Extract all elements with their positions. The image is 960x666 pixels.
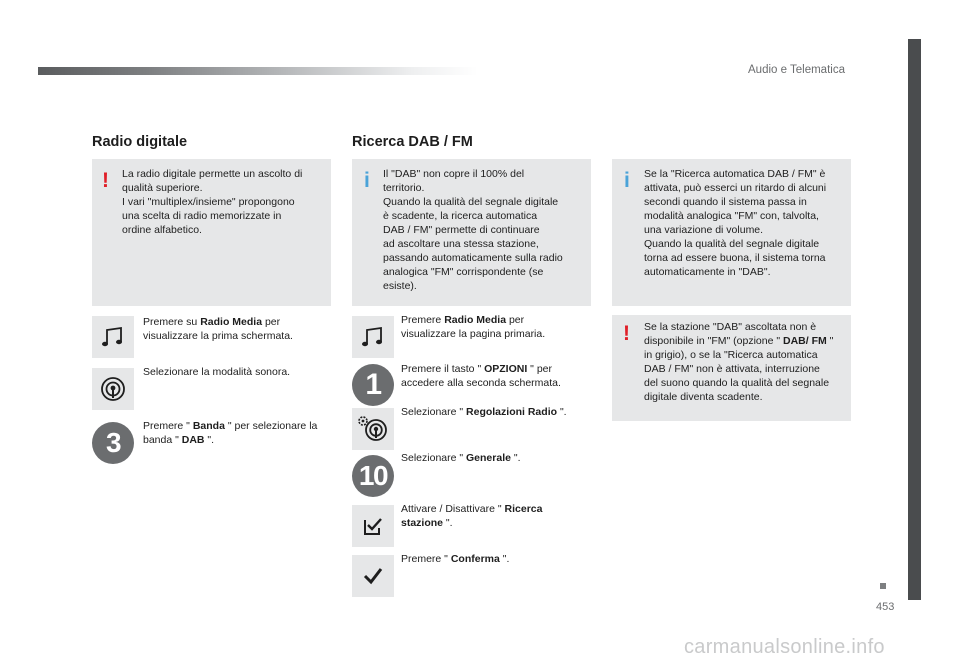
sound-mode-tile <box>92 368 134 410</box>
middle-step-6: Premere " Conferma ". <box>401 553 510 565</box>
left-step-1: Premere su Radio Media per visualizzare la prima schermata. <box>143 316 293 342</box>
step-badge-1: 1 <box>352 364 394 406</box>
warning-line: I vari "multiplex/insieme" propongono <box>122 196 295 208</box>
warning-line: La radio digitale permette un ascolto di <box>122 168 303 180</box>
middle-step-4: Selezionare " Generale ". <box>401 452 521 464</box>
info-icon: i <box>364 169 370 192</box>
middle-info-box <box>352 159 591 306</box>
info-line: modalità analogica "FM" con, talvolta, <box>644 210 819 222</box>
radio-settings-tile <box>352 408 394 450</box>
middle-step-2: Premere il tasto " OPZIONI " per accedere alla seconda schermata. <box>401 363 561 389</box>
radio-settings-icon <box>356 414 390 444</box>
middle-step-5: Attivare / Disattivare " Ricerca stazione ". <box>401 503 543 529</box>
radio-digitale-title: Radio digitale <box>92 134 188 150</box>
radio-media-tile <box>92 316 134 358</box>
warning-line: ordine alfabetico. <box>122 224 202 236</box>
ricerca-dab-fm-title: Ricerca DAB / FM <box>352 134 473 150</box>
left-warning-box <box>92 159 331 306</box>
warning-line: digitale diventa scadente. <box>644 391 763 403</box>
warning-line: una scelta di radio memorizzate in <box>122 210 282 222</box>
info-line: analogica "FM" corrispondente (se <box>383 266 544 278</box>
confirm-tile <box>352 555 394 597</box>
toggle-search-tile <box>352 505 394 547</box>
left-step-2: Selezionare la modalità sonora. <box>143 366 291 378</box>
radio-signal-icon <box>99 375 127 403</box>
music-note-icon <box>360 324 386 350</box>
info-line: territorio. <box>383 182 425 194</box>
step-badge-10: 10 <box>352 455 394 497</box>
info-line: è scadente, la ricerca automatica <box>383 210 538 222</box>
warning-icon: ! <box>102 169 109 192</box>
warning-line: del suono quando la qualità del segnale <box>644 377 830 389</box>
watermark: carmanualsonline.info <box>684 636 885 658</box>
section-header-title: Audio e Telematica <box>748 64 845 76</box>
header-gradient-bar <box>38 67 478 75</box>
info-icon: i <box>624 169 630 192</box>
warning-line: disponibile in "FM" (opzione " DAB/ FM " <box>644 335 834 347</box>
right-info-box <box>612 159 851 306</box>
radio-media-tile <box>352 316 394 358</box>
right-warning-box <box>612 315 851 421</box>
music-note-icon <box>100 324 126 350</box>
info-line: Il "DAB" non copre il 100% del <box>383 168 525 180</box>
page-marker <box>880 583 886 589</box>
step-badge-3: 3 <box>92 422 134 464</box>
info-line: Quando la qualità del segnale digitale <box>644 238 820 250</box>
info-line: automaticamente in "DAB". <box>644 266 771 278</box>
info-line: una variazione di volume. <box>644 224 764 236</box>
info-line: attivata, può esserci un ritardo di alcuni <box>644 182 827 194</box>
info-line: DAB / FM" permette di continuare <box>383 224 540 236</box>
info-line: torna ad essere buona, il sistema torna <box>644 252 826 264</box>
warning-line: DAB / FM" non è attivata, interruzione <box>644 363 820 375</box>
info-line: ad ascoltare una stessa stazione, <box>383 238 539 250</box>
middle-step-3: Selezionare " Regolazioni Radio ". <box>401 406 567 418</box>
info-line: esiste). <box>383 280 417 292</box>
middle-step-1: Premere Radio Media per visualizzare la pagina primaria. <box>401 314 546 340</box>
warning-line: in grigio), o se la "Ricerca automatica <box>644 349 818 361</box>
checkbox-tick-icon <box>361 514 385 538</box>
checkmark-icon <box>362 565 384 587</box>
left-step-3: Premere " Banda " per selezionare la banda " DAB ". <box>143 420 318 446</box>
info-line: Quando la qualità del segnale digitale <box>383 196 559 208</box>
warning-line: Se la stazione "DAB" ascoltata non è <box>644 321 817 333</box>
warning-line: qualità superiore. <box>122 182 203 194</box>
warning-icon: ! <box>623 322 630 345</box>
info-line: secondi quando il sistema passa in <box>644 196 807 208</box>
page-number: 453 <box>876 601 895 613</box>
info-line: passando automaticamente sulla radio <box>383 252 563 264</box>
info-line: Se la "Ricerca automatica DAB / FM" è <box>644 168 826 180</box>
side-tab-bar <box>908 39 921 600</box>
